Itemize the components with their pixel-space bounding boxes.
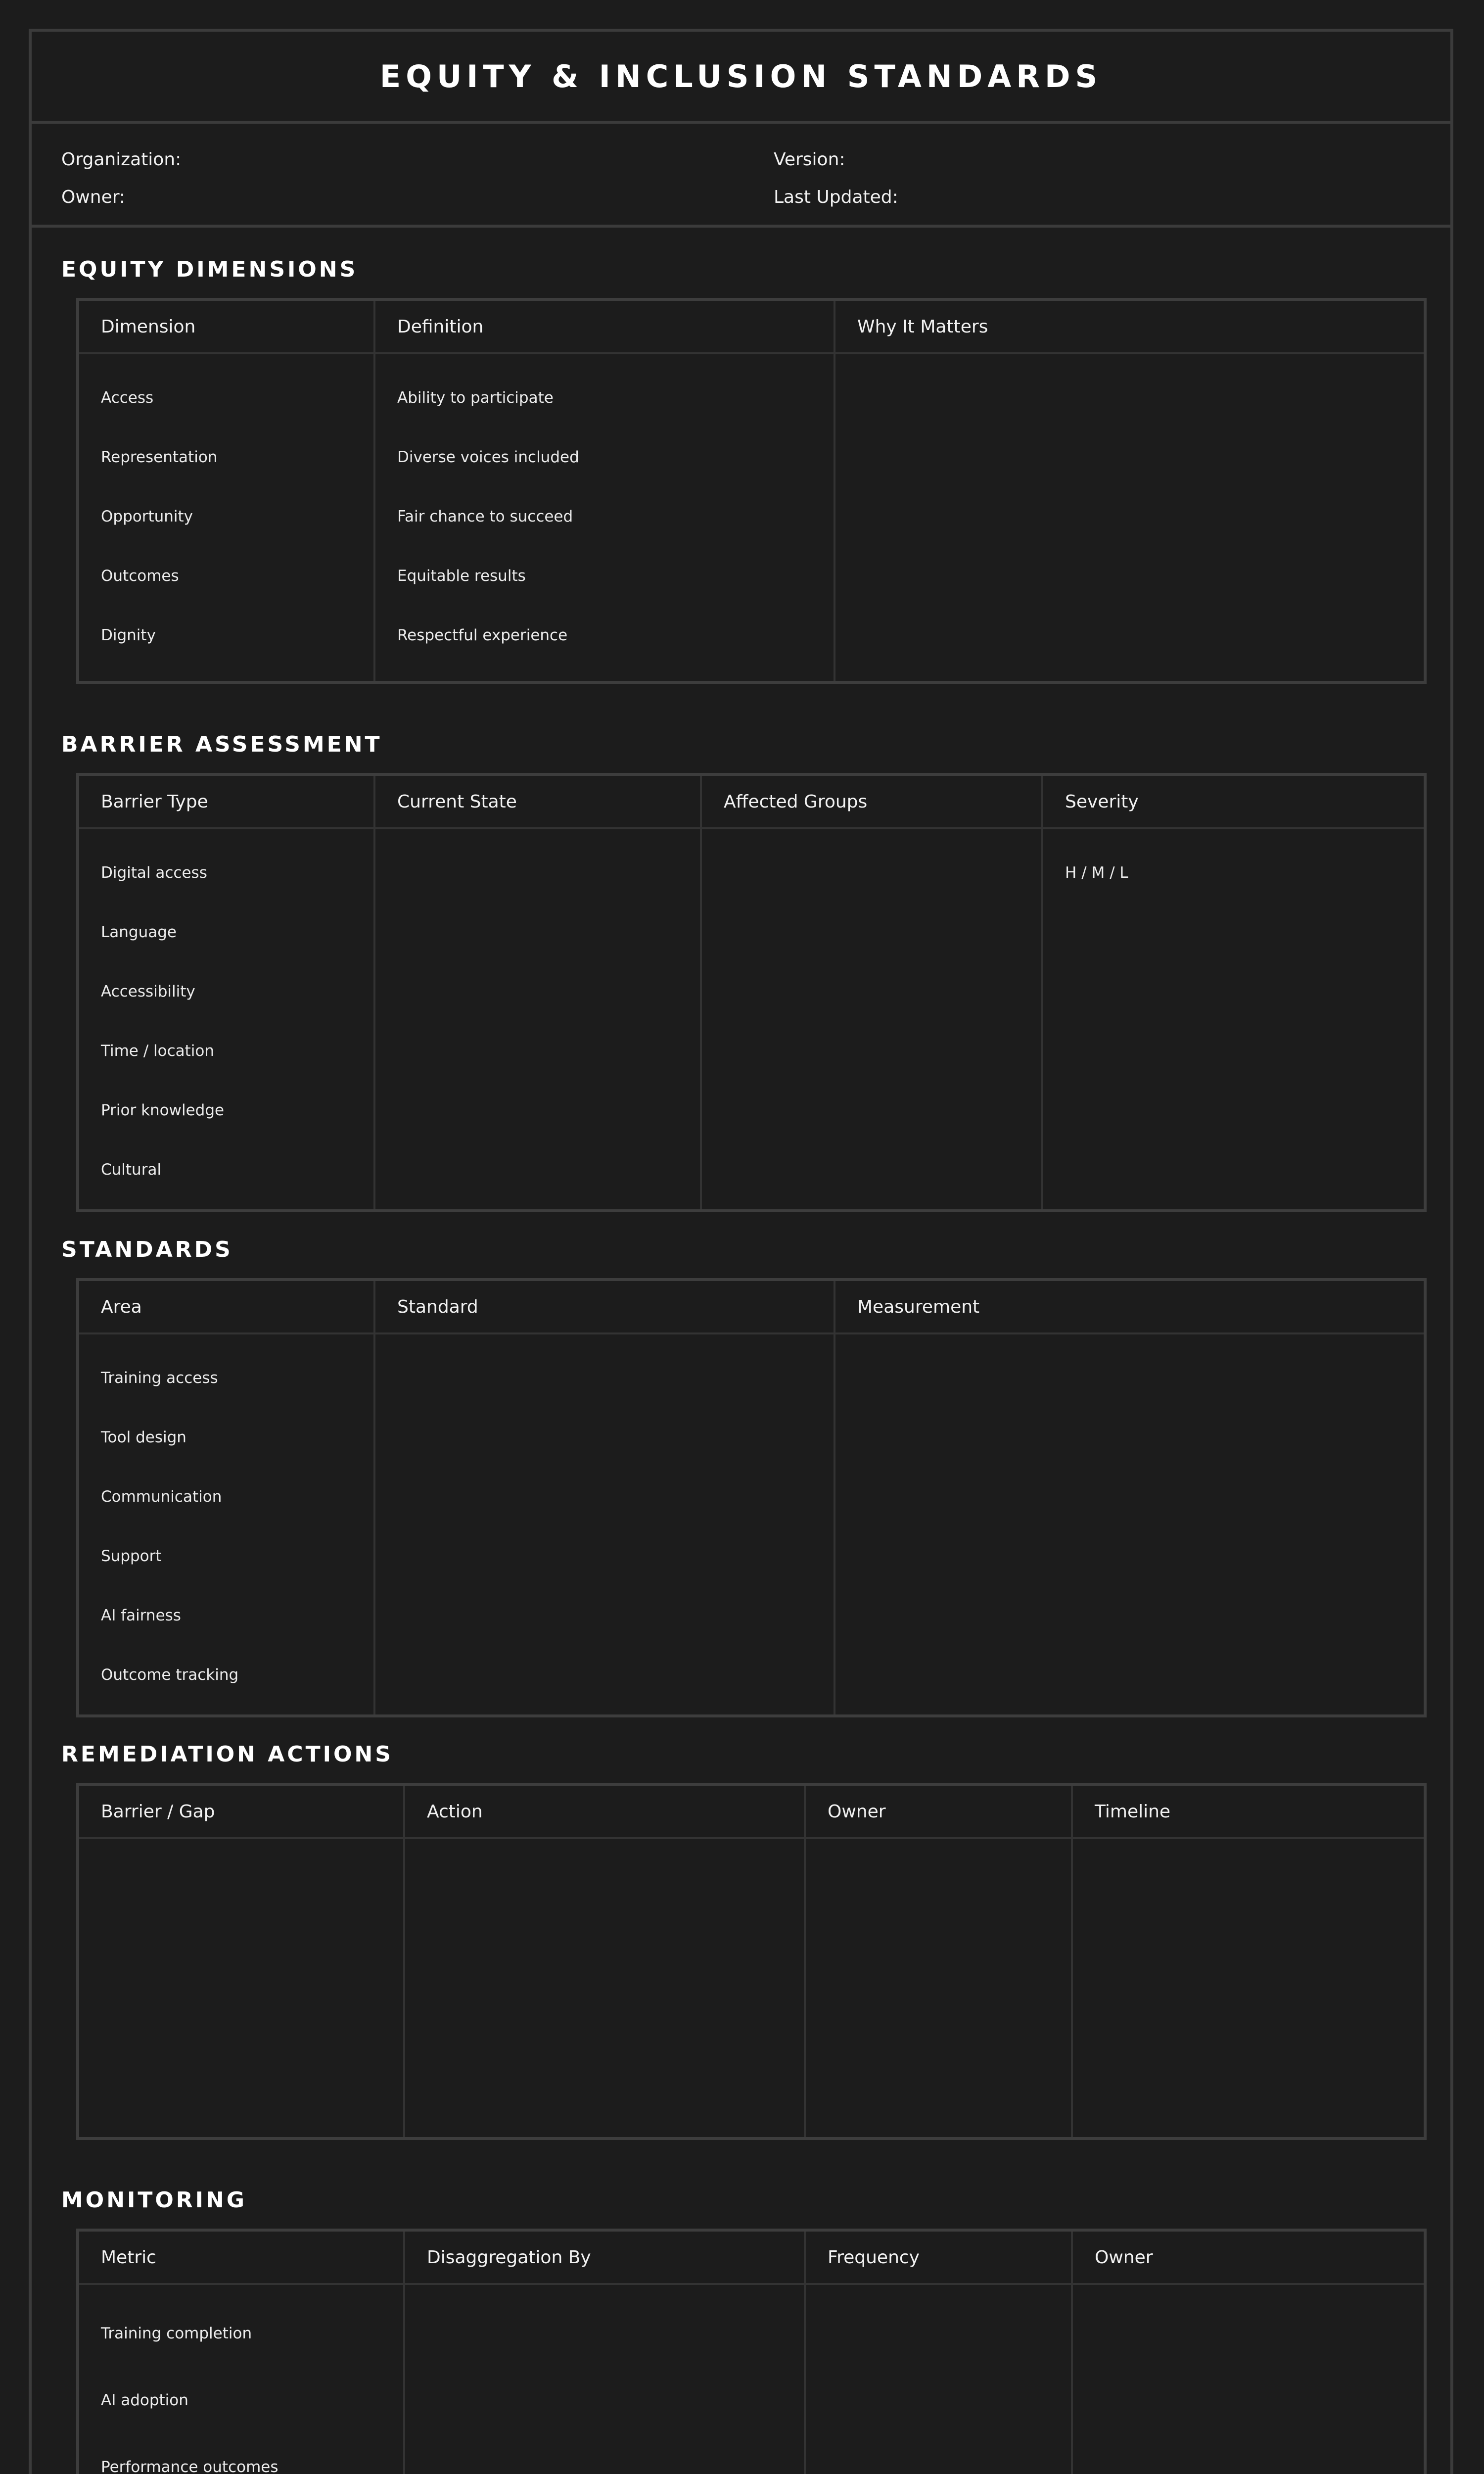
column-header: Frequency — [805, 2230, 1072, 2284]
timeline-cell[interactable] — [1072, 1838, 1425, 2139]
dimension-cell: Opportunity — [101, 508, 193, 525]
remediation-actions-title: REMEDIATION ACTIONS — [61, 1742, 393, 1767]
disaggregation-cell[interactable] — [404, 2284, 805, 2474]
table-header-row — [78, 774, 1425, 828]
title-bar — [32, 32, 1450, 124]
organization-label: Organization: — [61, 149, 182, 170]
table-body-row — [78, 1838, 1425, 2139]
frequency-cell[interactable] — [805, 2284, 1072, 2474]
definition-cell: Respectful experience — [397, 626, 568, 644]
dimension-cell: Outcomes — [101, 567, 179, 585]
column-header: Disaggregation By — [404, 2230, 805, 2284]
definition-cell: Fair chance to succeed — [397, 508, 573, 525]
table-header-row — [78, 1280, 1425, 1333]
table-body-row — [78, 828, 1425, 1211]
owner-cell[interactable] — [805, 1838, 1072, 2139]
monitoring-title: MONITORING — [61, 2188, 247, 2213]
table-header-row — [78, 2230, 1425, 2284]
definition-cell: Ability to participate — [397, 389, 554, 407]
column-header: Barrier / Gap — [78, 1784, 404, 1838]
table-body-row — [78, 353, 1425, 682]
column-header: Metric — [78, 2230, 404, 2284]
monitoring-table — [76, 2229, 1427, 2474]
barrier-type-cell: Language — [101, 923, 177, 941]
measurement-cell[interactable] — [835, 1333, 1425, 1716]
column-header: Owner — [1072, 2230, 1425, 2284]
page-title: EQUITY & INCLUSION STANDARDS — [379, 58, 1103, 95]
standards-title: STANDARDS — [61, 1237, 233, 1262]
area-cell: AI fairness — [101, 1607, 181, 1624]
barrier-type-cell: Prior knowledge — [101, 1101, 225, 1119]
barrier-type-cell: Time / location — [101, 1042, 215, 1060]
metadata-block — [32, 124, 1450, 228]
column-header: Severity — [1042, 774, 1425, 828]
column-header: Standard — [374, 1280, 835, 1333]
column-header: Action — [404, 1784, 805, 1838]
barrier-type-cell: Cultural — [101, 1161, 162, 1179]
table-header-row — [78, 1784, 1425, 1838]
metric-cell: Performance outcomes — [101, 2458, 278, 2474]
remediation-actions-table — [76, 1783, 1427, 2140]
column-header: Why It Matters — [835, 299, 1425, 353]
table-header-row — [78, 299, 1425, 353]
area-cell: Tool design — [101, 1428, 186, 1446]
barrier-type-cell: Digital access — [101, 864, 207, 882]
definition-cell: Equitable results — [397, 567, 526, 585]
definition-cell: Diverse voices included — [397, 448, 579, 466]
severity-hint: H / M / L — [1065, 864, 1128, 882]
column-header: Affected Groups — [701, 774, 1042, 828]
last-updated-label: Last Updated: — [774, 187, 898, 207]
column-header: Measurement — [835, 1280, 1425, 1333]
metric-cell: Training completion — [101, 2325, 252, 2342]
document-frame — [29, 29, 1453, 2474]
equity-dimensions-title: EQUITY DIMENSIONS — [61, 257, 358, 282]
table-body-row — [78, 1333, 1425, 1716]
column-header: Barrier Type — [78, 774, 374, 828]
column-header: Current State — [374, 774, 701, 828]
current-state-cell[interactable] — [374, 828, 701, 1211]
metric-cell: AI adoption — [101, 2391, 188, 2409]
column-header: Area — [78, 1280, 374, 1333]
barrier-type-cell: Accessibility — [101, 983, 195, 1000]
action-cell[interactable] — [404, 1838, 805, 2139]
why-it-matters-cell[interactable] — [835, 353, 1425, 682]
dimension-cell: Access — [101, 389, 154, 407]
area-cell: Training access — [101, 1369, 218, 1387]
dimension-cell: Dignity — [101, 626, 156, 644]
barrier-assessment-title: BARRIER ASSESSMENT — [61, 732, 382, 757]
table-body-row — [78, 2284, 1425, 2474]
area-cell: Support — [101, 1547, 162, 1565]
area-cell: Outcome tracking — [101, 1666, 239, 1684]
owner-cell[interactable] — [1072, 2284, 1425, 2474]
equity-dimensions-table — [76, 298, 1427, 684]
barrier-assessment-table — [76, 773, 1427, 1212]
owner-label: Owner: — [61, 187, 126, 207]
column-header: Definition — [374, 299, 835, 353]
standards-table — [76, 1278, 1427, 1717]
standard-cell[interactable] — [374, 1333, 835, 1716]
column-header: Timeline — [1072, 1784, 1425, 1838]
affected-groups-cell[interactable] — [701, 828, 1042, 1211]
version-label: Version: — [774, 149, 845, 170]
dimension-cell: Representation — [101, 448, 218, 466]
barrier-gap-cell[interactable] — [78, 1838, 404, 2139]
column-header: Owner — [805, 1784, 1072, 1838]
area-cell: Communication — [101, 1488, 222, 1506]
column-header: Dimension — [78, 299, 374, 353]
